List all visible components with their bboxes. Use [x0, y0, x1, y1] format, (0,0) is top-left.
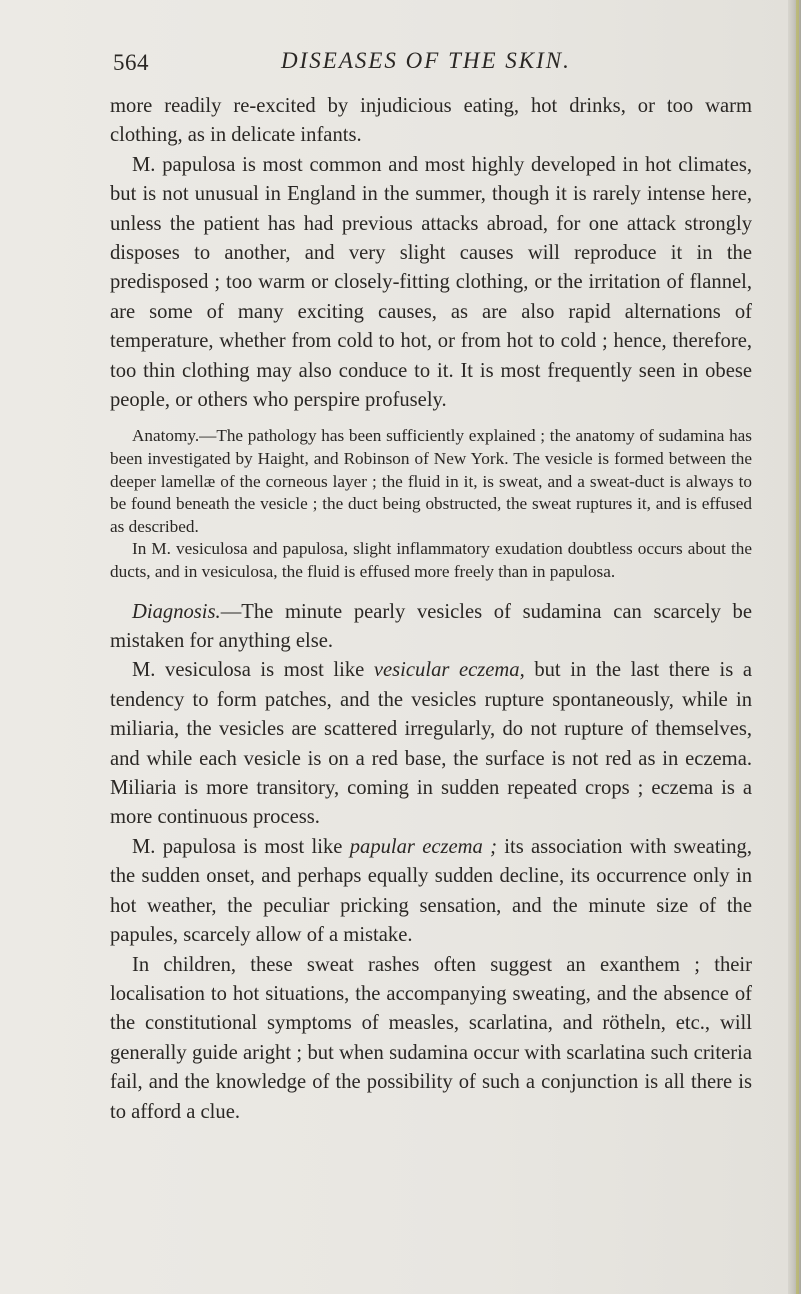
paragraph-children: In children, these sweat rashes often suggest an exanthem ; their localisation to hot situations, the accompanying sweating, and the absence of the constitutional symptoms of measles, scarlatina, and rötheln, etc., will generally guide aright ; but when sudamina occur with scarlatina such criteria fail, and the knowledge of the possibility of such a conjunction is all there is to afford a clue.	[110, 953, 752, 1123]
vesiculosa-text-a: M. vesiculosa is most like	[132, 659, 374, 682]
papulosa-term: papular eczema ;	[349, 835, 497, 858]
page-header	[113, 46, 753, 80]
papulosa-text-b: its association with sweating, the sudden onset, and perhaps equally sudden decline, its occurrence only in hot weather, the peculiar pricking sensation, and the minute size of the papules, scarcely allow of a mistake.	[110, 835, 753, 947]
body-text	[110, 92, 752, 1127]
paragraph-anatomy-exudation: In M. vesiculosa and papulosa, slight inflammatory exudation doubtless occurs about the ducts, and in vesiculosa, the fluid is effused more freely than in papulosa.	[110, 539, 752, 582]
page-edge	[788, 0, 801, 1294]
anatomy-text: —The pathology has been sufficiently explained ; the anatomy of sudamina has been investigated by Haight, and Robinson of New York. The vesicle is formed between the deeper lamellæ of the corneous layer ; the fluid in it, is sweat, and a sweat-duct is always to be found beneath the vesicle ; the duct being obstructed, the sweat ruptures it, and is effused as described.	[110, 426, 752, 536]
papulosa-text-a: M. papulosa is most like	[132, 835, 350, 858]
diagnosis-heading: Diagnosis.	[132, 600, 221, 623]
paragraph-papulosa-diagnosis	[110, 833, 752, 951]
diagnosis-text: —The minute pearly vesicles of sudamina can scarcely be mistaken for anything else.	[110, 600, 752, 653]
page-number: 564	[113, 50, 149, 75]
paragraph-diagnosis	[110, 598, 752, 657]
paragraph-continued: more readily re-excited by injudicious eating, hot drinks, or too warm clothing, as in delicate infants.	[110, 95, 752, 147]
running-head: DISEASES OF THE SKIN.	[281, 48, 571, 73]
paragraph-vesiculosa	[110, 656, 752, 832]
vesiculosa-text-b: but in the last there is a tendency to form patches, and the vesicles rupture spontaneously, while in miliaria, the vesicles are scattered irregularly, do not rupture of themselves, and while each vesicle is on a red base, the surface is not red as in eczema. Miliaria is more transitory, coming in sudden repeated crops ; eczema is a more continuous process.	[110, 659, 753, 829]
paragraph-papulosa-climates: M. papulosa is most common and most highly developed in hot climates, but is not unusual in England in the summer, though it is rarely intense here, unless the patient has had previous attacks abroad, for one attack strongly disposes to another, and very slight causes will reproduce it in the predisposed ; too warm or closely-fitting clothing, or the irritation of flannel, are some of many exciting causes, as are also rapid alternations of temperature, whether from cold to hot, or from hot to cold ; hence, therefore, too thin clothing may also conduce to it. It is most frequently seen in obese people, or others who perspire profusely.	[110, 153, 752, 412]
vesiculosa-term: vesicular eczema,	[373, 659, 525, 682]
anatomy-heading: Anatomy.	[132, 426, 200, 446]
paragraph-anatomy	[110, 425, 752, 538]
